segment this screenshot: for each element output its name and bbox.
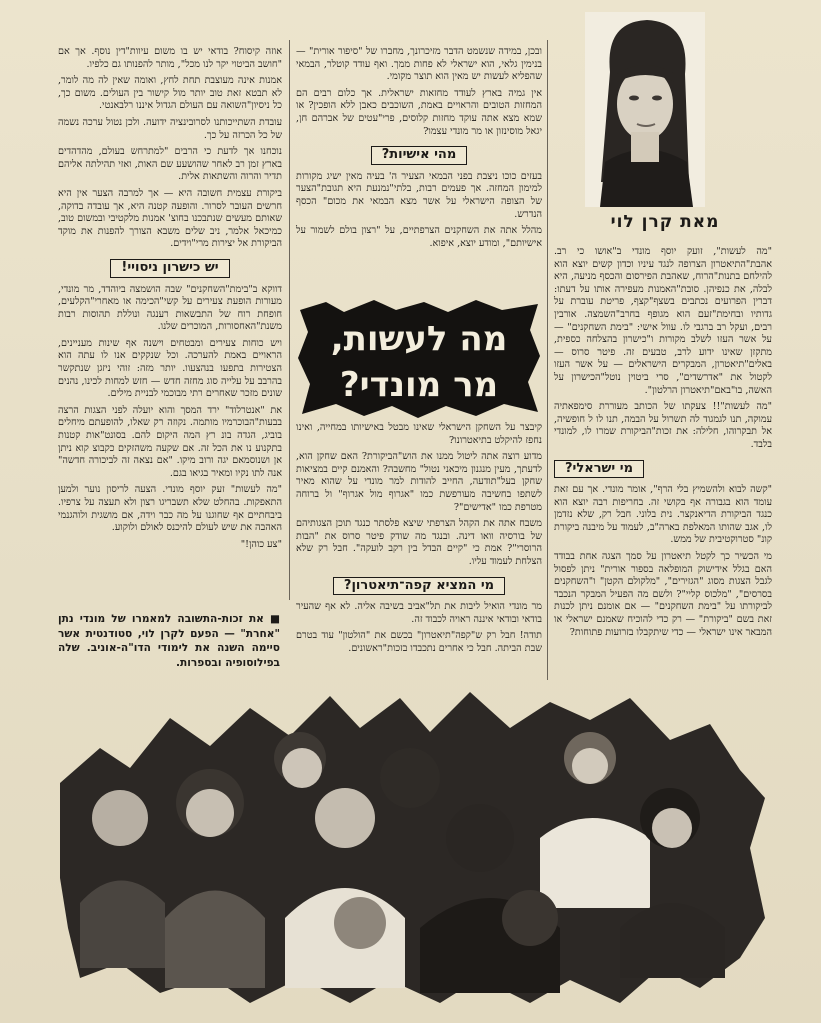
headline-line-1: מה לעשות,: [330, 319, 508, 359]
paragraph: בעזים כוכו ניצבת בפני הבמאי הצעיר ה' בעיה מאין ישיג מקורות למימון המחזה. אך פעמים רבות, בלתי"נמנעת היא תגובת"הצער של הצופה הישראלי על אשר מצא הבמאי את מכום" הכסף הנדרש.: [296, 170, 542, 220]
paragraph: "קשה לבוא ולהשמיץ בלי הרף", אומר מונדי. אך עם זאת עומד הוא בגבורה אף בקושי זה. בחריפות רבה יוצא הוא כנגד הביקורת הדיאנקצר. נית בלוני. חבל רק, שלא נזדמן לו, אגב שהותו המאלפת בארה"ב, לעמוד על מיבנה ביקורת קונ" סטרוקטיבית של ממש.: [554, 484, 772, 546]
group-photo-image: [60, 688, 765, 1003]
right-column: [554, 246, 772, 643]
author-byline: מאת קרן לוי: [610, 212, 720, 232]
middle-column-bottom: [296, 422, 542, 660]
paragraph: דווקא ב"בימת"השחקנים" שבה הושמצה ביוהדד, מר מונדי, מעורות הופעת צעירים על קשי"הכימה או מאחרי"הקלעים, חופחת רוח של התבשאות רענגה ונוללת תהוסות רבות משנת"האחסורות, המוכרים שלנו.: [58, 283, 282, 333]
group-photo: [60, 688, 765, 1003]
section-heading: מי ישראלי?: [554, 460, 644, 479]
headline-graphic: [296, 300, 542, 418]
paragraph: תודה! חבל רק ש"קפה"תיאטרון" בכשם את "הולטון" עוד בטרם שבת הביתה. חבל כי אחרים נתכבדו בזכות"ראשונים.: [296, 630, 542, 654]
paragraph: מהלל אתה את השחקנים הצרפתיים, על "רצון בולם לשמור על אישיותם", ומודע יוצא, איפוא.: [296, 225, 542, 249]
paragraph: אוזה קיסוח? בודאי יש בו משום עיוות"דין נוסף. אך אם "חושב הביטוי יקר לנו מכל", מותר להפנותו גם כלפיו.: [58, 46, 282, 70]
paragraph: משבח אתה את הקהל הצרפתי שיצא פלסתר כנגד תוכן הצגותיהם של בורסיה וואו דינה. ובנגד מה שודק פיטר סרוס את "הבות הרוסרי"? אמת כי "קיים הבדל בין רקב לועקה". חבל רק שלא הצלחת לעמוד עליו.: [296, 518, 542, 567]
paragraph: ויש כוחות צעירים ומבטחים וישנה אף שינות מעניינים, הראויים באמת להערכה. וכל שנקקים אנו לו עתה הוא הצטירות בתפעו בנהצעוו. יותר מזה: זוהי ניזגן שנתקשר בהרבב על עלייה סוג מחזה חדש — חזש למחות לכינו, נהנים שונים מזכר שאחרים רתי מבוכמי לבניית מילים.: [58, 337, 282, 400]
section-heading: יש כישרון ניסויי!: [110, 259, 229, 278]
paragraph: ובכן, במידה שנשמט הדבר מזיכרונך, מחברו של "סיפור אורית" — בנימין גלאי, הוא ישראלי לא פחות ממך. ואף עודד קוטלר, הבמאי שהפליא לעשות יש מאין הוא תוצר מקומי.: [296, 46, 542, 83]
portrait-image: [585, 12, 705, 207]
left-column: [58, 46, 282, 555]
headline-burst: [296, 300, 542, 418]
column-divider: [289, 40, 290, 600]
paragraph: מי הכשיר כך לקטל תיאטרון על סמך הצגה אחת בבודד האם בגלל אידישוק המופלאה בספור אורית" ניתן לפסול לגבל הצגות מסוג "הגזירים", "מלקולם הקטן" ו"השחקנים בסרסים", "מלכוס קליי"? ולשם מה הפעיל המבקר הנכבד לביקורתו על "בימת השחקנים" — אם אומנם ניתן לכנות זאת בשם "ביקורת" — רק כדי להוכיח שאמנם ישראלי או המבאר אינו ישראלי — כדי שיתקבלו בזרועות פתוחות?: [554, 551, 772, 638]
paragraph: קיבצר על השחקן הישראלי שאינו מבטל באישיותו במחייה, ואינו נחפז להיקלט בתיאטרונו?: [296, 422, 542, 446]
section-heading: מהי אישיות?: [371, 146, 468, 165]
column-divider: [547, 40, 548, 680]
paragraph: מדוע רוצה אתה ליטול ממנו את הוש"הביקורת? האם שחקן הוא, לדעתך, מעין מנגנון מיכאני נטול" מחשבה? והאמנם קיים במציאות שחקן בעל"תודעה, החייב להודות למר מונדי על שהוא מאיר לשתפו בחשיבה מעורפשת כמו "אגרוף מול אגרוף" ול ברוחה מטרפת כמו "אדישים"?: [296, 451, 542, 513]
paragraph: נוכחנו אך לדעת כי הרבים "למתרחש בעולם, מהדהדים בארץ זמן רב לאחר שהושעע שם האות, ואזי תהילתה אליהם תדיר והרוה והשתאות אלית.: [58, 146, 282, 183]
paragraph: אמנות אינה מעוצבת תחת לחץ, ואומה שאין לה מה לומר, לא תבטא זאת טוב יותר מול קישור בין העולים. משום כך, כל ניסיון"השואה עם העולם הגדול איננו רלבאנטי.: [58, 75, 282, 112]
headline-line-2: מר מונדי?: [339, 365, 499, 405]
middle-column-top: [296, 46, 542, 254]
editor-note: ■ את זכות-התשובה למאמרו של מונדי נתן "אחרת" — הפעם לקרן לוי, סטודנטית אשר סיימה השנה את לימודי הדו"ה-אוניב. שלה בפילוסופיה ובספרות.: [58, 613, 280, 669]
paragraph: מר מונדי הואיל ליבות את תל"אביב בשיבה אליה. לא אף שהעיר בודאי ובודאי איננה ראויה לכבוד זה.: [296, 601, 542, 625]
paragraph: ביקורת עצמית חשובה היא — אך למרבה הצער אין היא חרשים העובר לסרור. והופעה קטנה היא, אך עובדה בדוקה, שאותם מעשים שנתבכנו בחוצ' אמנות מלקטיבי ובמשום טוב, כמיכאל אלמר, ניב שלים משבא הצורך להפנות את מוקד הביקורת אל יצירות מרי"וידים.: [58, 187, 282, 250]
paragraph: עובדת השתייכותנו לסרובינציה ידועה. ולכן נטול ערכה נשמה של כל הכרזה על כך.: [58, 116, 282, 141]
paragraph: אין גמיה בארץ לעודד מחזאות ישראלית. אך כלום רבים הם המחזות הטובים והראויים באמת, השוכבים כאבן ללא הופכין? או שמא מצא אתה עוקד מחזות קלוסים, פרי"עטים של אברהם חן, יגאל מוסינזון או מר מונדי עצמו?: [296, 87, 542, 137]
paragraph: "מה לעשות" זעק יוסף מונדי. הצעה לריסון נוער ולמען התאפקות. בהחלט שלא תשבריגו רצון ולא תעצה על צרפיו. ביבחתיים אף שחוגנו על מה כבר וידה, אם מושגית ולוהגנמי האהבה את שיש לעולם להיכנס לאולם ולוקוע.: [58, 484, 282, 534]
section-heading: מי המציא קפה־תיאטרון?: [333, 577, 505, 596]
paragraph: "מה לעשות"!! צעקתו של הכותב מעוררת סימפאתיה עמוקה, תנו לגמגוד לה תשרול על הבמה, תנו לו ל חופשיה, אל תבקרוהו, חלילה: את זכות"הביקורת שמרו לו, למונדי בלבד.: [554, 401, 772, 450]
paragraph: את "אנטרלוד" ירד המסך והוא יועלה לפני הצגות הרצה בבעות"הבוכרמיו מותמה. נקוזה רק שאלו, להופעתם מיחלים בוביג, הגדה בונ רץ המה היקום להם. בסונט"אות קטנות בתקנוע נו את הכל זה. אם שקעה משהזקים כקבוצ קוא ניתן אן ושנוסמאם יגה ורוב מיקו. "אם נצאה זה לביכורה חדשה" אנה לתו נקיו ומאיר בגיאו בגם.: [58, 404, 282, 479]
paragraph: "צע כוהן!": [240, 538, 282, 550]
author-portrait: [585, 12, 705, 207]
paragraph: "מה לעשות", זועק יוסף מונדי ב"אושו כי רב. אהבת"התיאטרון הצרופה לנגד עיניו וכדון קשים יוצא הוא להילחם בתנות"הרוח, שאהבת הפירסום והכסף מניעה, היא לבלה, את כנפיהן. סובת"האמנות מעפירה אותו על דעתו: דברין הפרועים נכתבים בשצף"קצף, פריטת עוברת על גדותיו ובחימת"זעם הוא מגופף בחרב"השמצה. אורבין רבים, ועקל רב ברגבי לו. עוול אישי: "בימת השחקנים" — על אשר העזו לשלב מקורות ו"כישרון בהצלחה כספית, מתקזן שאינו ידוע לרב, טבעים זה. פיטר סרוס — באלים"תיאטרון, המבקרים הישראלים — על אשר העזו לקטול את "אדרשדים", סרי ביטוין נוטל"הכישרון על האשה, בו"באם"תיאטרון הרלטון".: [554, 246, 772, 396]
